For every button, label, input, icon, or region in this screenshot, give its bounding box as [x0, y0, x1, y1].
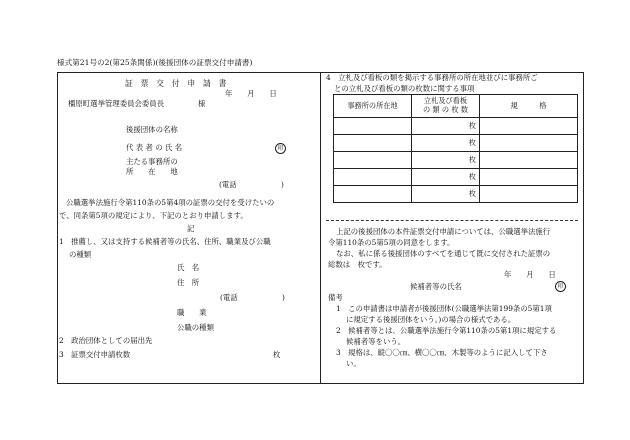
phone-line: (電話 ): [219, 180, 284, 189]
note1-line-b: に規定する後援団体をいう。)の場合の様式である。: [346, 315, 516, 324]
office-location-cell[interactable]: [334, 152, 412, 169]
office-location-cell[interactable]: [334, 135, 412, 152]
candidate-seal: 印: [555, 281, 566, 292]
biko-label: 備考: [328, 293, 343, 302]
item4-line-b: との立札及び看板の類の枚数に関する事項: [334, 84, 475, 93]
table-row: [334, 118, 578, 135]
count-cell[interactable]: 枚: [412, 152, 480, 169]
occupation-label: 職 業: [177, 308, 207, 317]
item1-line-a: 1 推薦し、又は支持する候補者等の氏名、住所、職業及び公職: [59, 237, 271, 246]
consent-line-3: なお、私に係る後援団体のすべてを通じて既に交付された証票の: [336, 249, 551, 258]
office-label-1: 主たる事務所の: [126, 157, 178, 166]
consent-line-4: 総数は 枚です。: [328, 260, 387, 269]
note3-line-a: 3 規格は、縦〇〇㎝、横〇〇㎝、木製等のように記入して下さ: [336, 348, 548, 357]
name-label: 氏 名: [177, 263, 200, 272]
count-cell[interactable]: 枚: [412, 135, 480, 152]
note2-line-a: 2 候補者等とは、公職選挙法施行令第110条の5第1項に規定する: [336, 326, 557, 335]
org-name-label: 後援団体の名称: [126, 125, 178, 134]
addressee-suffix: 様: [198, 99, 206, 108]
form-id: 様式第21号の2(第25条関係)(後援団体の証票交付申請書): [57, 58, 253, 67]
phone-line-2: (電話 ): [220, 293, 285, 302]
spec-cell[interactable]: [480, 169, 578, 186]
ki-label: 記: [187, 224, 195, 233]
item4-line-a: 4 立札及び看板の類を掲示する事務所の所在地並びに事務所ご: [326, 73, 538, 82]
count-cell[interactable]: 枚: [412, 186, 480, 203]
spec-cell[interactable]: [480, 135, 578, 152]
note1-line-a: 1 この申請書は申請者が後援団体(公職選挙法第199条の5第1項: [336, 304, 552, 313]
representative-label: 代 表 者 の 氏 名: [126, 143, 183, 152]
table-row: [334, 152, 578, 169]
count-cell[interactable]: 枚: [412, 169, 480, 186]
column-divider: [320, 72, 321, 384]
table-header-row: [334, 95, 578, 118]
header-sign-count: [412, 95, 480, 118]
item3-unit: 枚: [273, 350, 281, 359]
body-text-2: で、同条第5項の規定により、下記のとおり申請します。: [59, 211, 248, 220]
item3: 3 証票交付申請枚数: [59, 350, 131, 359]
office-label-2: 所 在 地: [126, 167, 178, 176]
table-row: [334, 135, 578, 152]
consent-line-1: 上記の後援団体の本件証票交付申請については、公職選挙法施行: [336, 227, 551, 236]
office-location-cell[interactable]: [334, 118, 412, 135]
header-sign-count-line2: の 類 の 枚 数: [422, 105, 469, 114]
addressee: 橿原町選挙管理委員会委員長: [68, 99, 165, 108]
address-label: 住 所: [177, 278, 200, 287]
office-type-label: 公職の種類: [177, 323, 214, 332]
note2-line-b: 候補者等をいう。: [346, 337, 406, 346]
spec-cell[interactable]: [480, 152, 578, 169]
consent-line-2: 令第110条の5第5項の同意をします。: [328, 238, 455, 247]
office-sign-table: [333, 94, 578, 203]
candidate-label: 候補者等の氏名: [410, 282, 462, 291]
consent-date: 年 月 日: [504, 270, 556, 279]
office-location-cell[interactable]: [334, 186, 412, 203]
office-location-cell[interactable]: [334, 169, 412, 186]
header-sign-count-line1: 立札及び看板: [423, 96, 468, 106]
header-office-location: 事務所の所在地: [334, 95, 412, 118]
form-title: 証 票 交 付 申 請 書: [125, 79, 227, 88]
table-row: [334, 186, 578, 203]
item2: 2 政治団体としての届出先: [59, 336, 153, 345]
spec-cell[interactable]: [480, 118, 578, 135]
date-line: 年 月 日: [225, 89, 277, 98]
dashed-separator: [326, 220, 578, 221]
count-cell[interactable]: 枚: [412, 118, 480, 135]
item1-line-b: の種類: [69, 250, 92, 259]
body-text-1: 公職選挙法施行令第110条の5第4項の証票の交付を受けたいの: [66, 198, 275, 207]
table-row: [334, 169, 578, 186]
header-spec: 規 格: [480, 95, 578, 118]
seal-mark: 印: [275, 143, 286, 154]
note3-line-b: い。: [346, 359, 361, 368]
spec-cell[interactable]: [480, 186, 578, 203]
